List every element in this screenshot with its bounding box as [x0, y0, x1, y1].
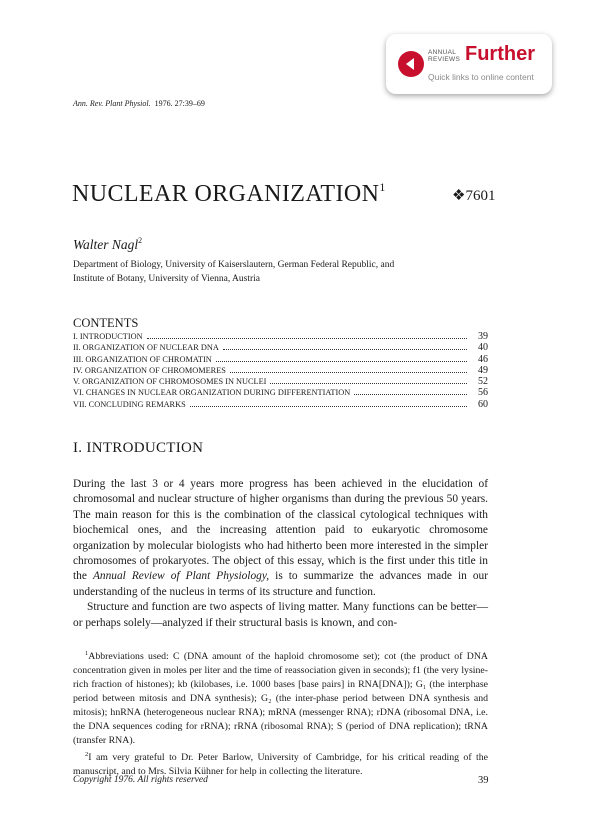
toc-item[interactable]: VII. CONCLUDING REMARKS 60	[73, 398, 488, 410]
further-badge[interactable]	[386, 34, 552, 94]
body-text	[73, 477, 488, 631]
journal-ref: 1976. 27:39–69	[154, 99, 205, 108]
toc-item[interactable]: V. ORGANIZATION OF CHROMOSOMES IN NUCLEI 52	[73, 376, 488, 388]
journal-citation	[73, 99, 205, 108]
table-of-contents	[73, 331, 488, 410]
article-title: NUCLEAR ORGANIZATION$^1$	[72, 180, 386, 207]
further-label: Further	[465, 43, 535, 65]
contents-heading: CONTENTS	[73, 316, 139, 330]
footnote-1: $^1$Abbreviations used: C (DNA amount of the haploid chromosome set); cot (the product of DNA concentration given in moles per liter and the time of reassociation given in seconds); f1 (the very lysine-rich fraction of histones); kb (kilobases, i.e. 1000 bases [base pairs] in RNA[DNA]); G₁ (the interphase period between mitosis and DNA synthesis); G₂ (the inter-phase period between DNA synthesis and mitosis); hnRNA (heterogeneous nuclear RNA); mRNA (messenger RNA); rDNA (ribosomal DNA, i.e. the DNA sequences coding for rRNA); rRNA (ribosomal RNA); S (period of DNA replication); tRNA (transfer RNA).	[73, 650, 488, 746]
paragraph: Structure and function are two aspects of living matter. Many functions can be better—or perhaps solely—analyzed if their structural basis is known, and con-	[73, 601, 488, 629]
footnote-2: $^2$I am very grateful to Dr. Peter Barlow, University of Cambridge, for his critical reading of the manuscript, and to Mrs. Silvia Kühner for help in collecting the literature.	[73, 751, 488, 777]
title-footnote-mark: 1	[379, 180, 386, 194]
journal-name: Ann. Rev. Plant Physiol.	[73, 99, 151, 108]
author-footnote-mark: 2	[138, 236, 143, 245]
toc-item[interactable]: III. ORGANIZATION OF CHROMATIN 46	[73, 353, 488, 365]
toc-item[interactable]: II. ORGANIZATION OF NUCLEAR DNA 40	[73, 342, 488, 354]
annual-reviews-label: ANNUAL REVIEWS	[428, 49, 461, 63]
paragraph: During the last 3 or 4 years more progress has been achieved in the elucidation of chromosomal and nuclear structure of higher organisms than during the previous 50 years. The main reason for this is the combination of the classical cytological techniques with biochemical ones, and the increasing attention paid to eukaryotic chromosome organization by molecular biologists who had hitherto been more interested in the simpler chromosomes of prokaryotes. The object of this essay, which is the first under this title in the Annual Review of Plant Physiology, is to summarize the advances made in our understanding of the nucleus in terms of its structure and function.	[73, 478, 488, 598]
author-name: Walter Nagl$^2$	[73, 236, 143, 252]
play-back-icon	[398, 51, 424, 77]
author-affiliation: Department of Biology, University of Kaiserslautern, German Federal Republic, and Institute of Botany, University of Vienna, Austria	[73, 260, 395, 284]
copyright-notice: Copyright 1976. All rights reserved	[73, 775, 208, 785]
quick-links-text: Quick links to online content	[428, 72, 534, 82]
section-heading: I. INTRODUCTION	[73, 440, 204, 456]
toc-item[interactable]: VI. CHANGES IN NUCLEAR ORGANIZATION DURING DIFFERENTIATION 56	[73, 387, 488, 399]
toc-item[interactable]: IV. ORGANIZATION OF CHROMOMERES 49	[73, 364, 488, 376]
article-code: ❖7601	[452, 188, 496, 204]
page-number: 39	[478, 775, 489, 786]
footnotes	[73, 647, 488, 779]
toc-item[interactable]: I. INTRODUCTION 39	[73, 331, 488, 342]
